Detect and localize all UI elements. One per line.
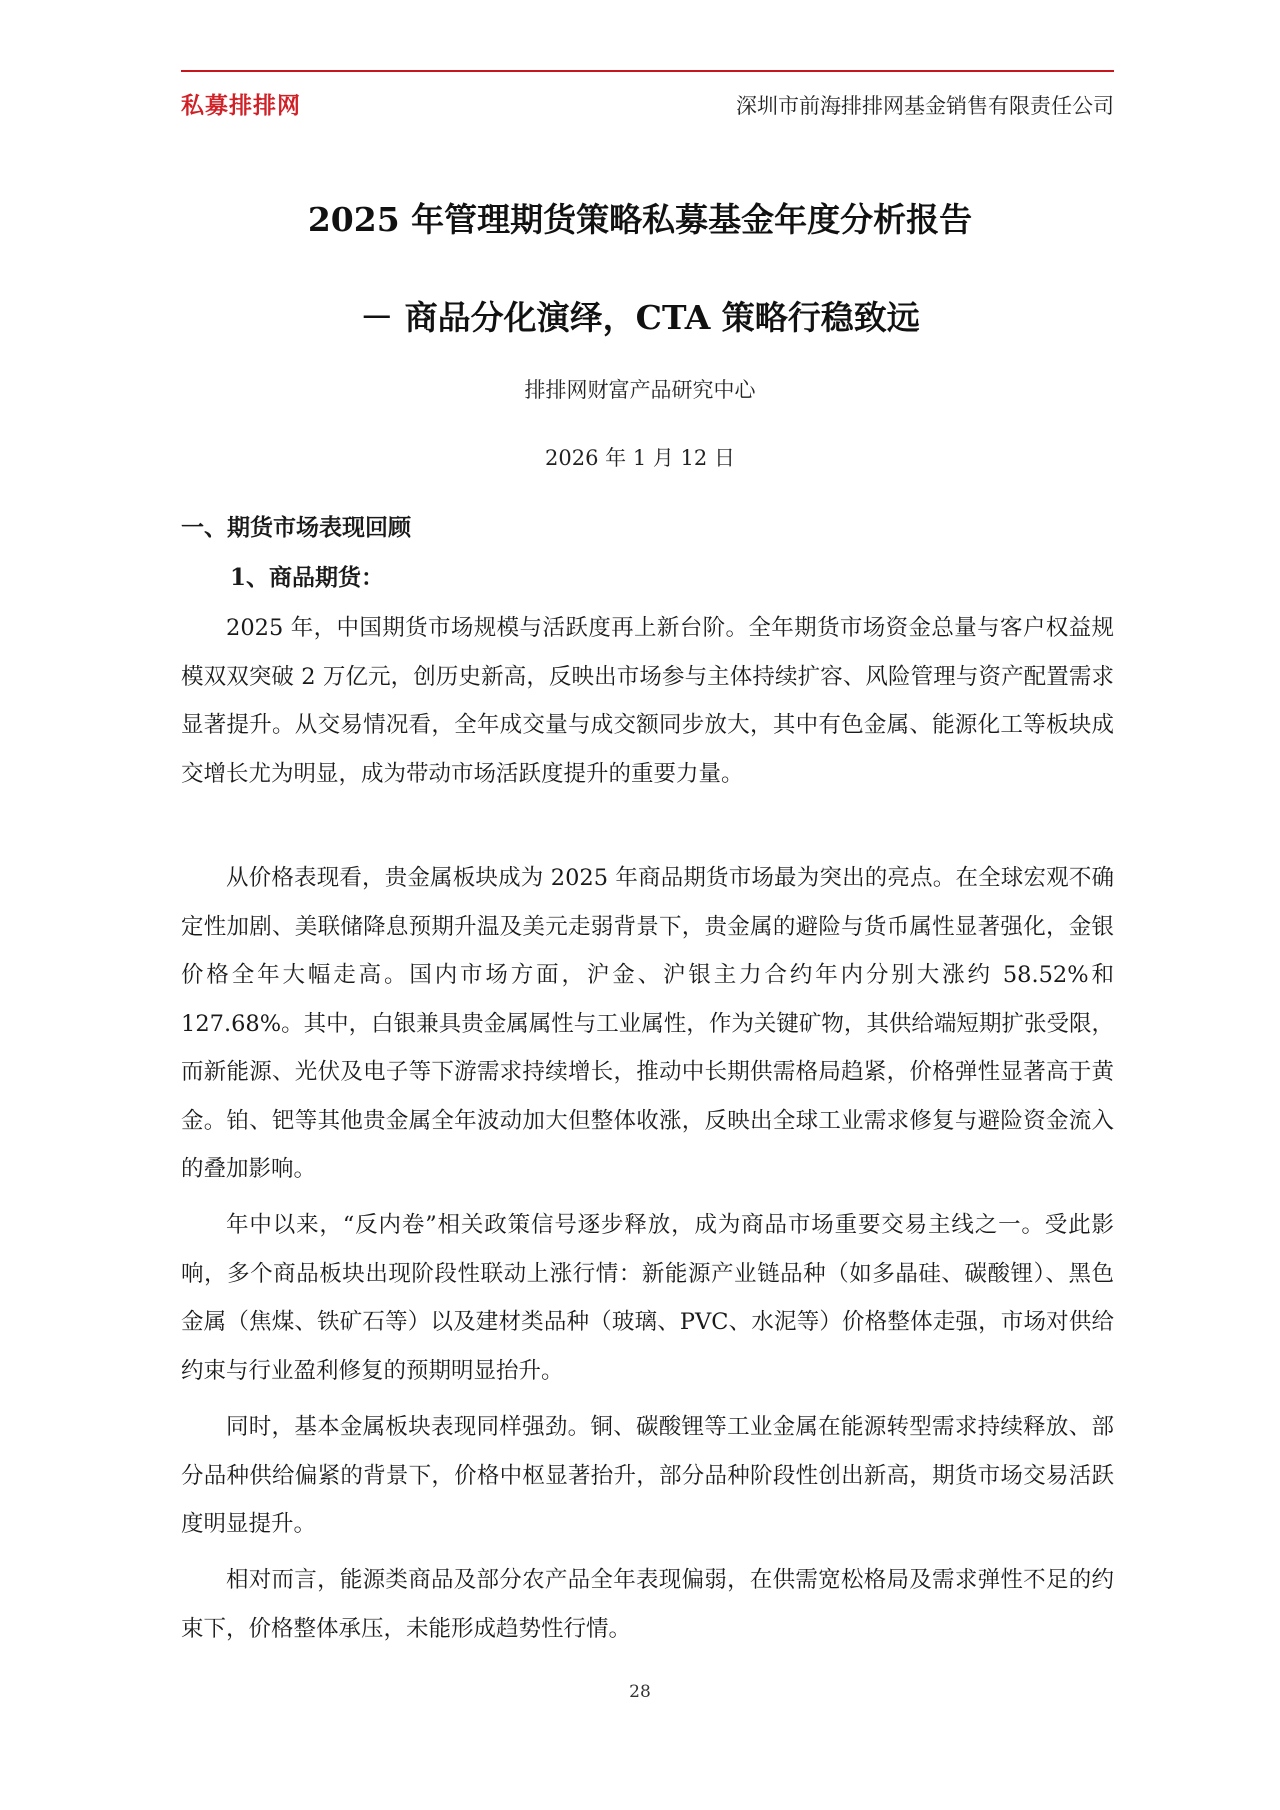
subsection-heading: 1、商品期货： <box>230 564 385 591</box>
report-author: 排排网财富产品研究中心 <box>524 378 756 402</box>
section-heading: 一、期货市场表现回顾 <box>181 514 411 541</box>
report-subtitle: － 商品分化演绎，CTA 策略行稳致远 <box>360 298 920 337</box>
brand-logo: 私募排排网 <box>181 93 301 119</box>
report-date: 2026 年 1 月 12 日 <box>545 446 735 470</box>
page-number: 28 <box>629 1682 651 1702</box>
body-paragraph: 相对而言，能源类商品及部分农产品全年表现偏弱，在供需宽松格局及需求弹性不足的约束下，价格整体承压，未能形成趋势性行情。 <box>181 1567 1114 1642</box>
body-paragraph: 从价格表现看，贵金属板块成为 2025 年商品期货市场最为突出的亮点。在全球宏观不确定性加剧、美联储降息预期升温及美元走弱背景下，贵金属的避险与货币属性显著强化，金银价格全年大幅走高。国内市场方面，沪金、沪银主力合约年内分别大涨约 58.52%和 127.68%。其中，白银兼具贵金属属性与工业属性，作为关键矿物，其供给端短期扩张受限，而新能源、光伏及电子等下游需求持续增长，推动中长期供需格局趋紧，价格弹性显著高于黄金。铂、钯等其他贵金属全年波动加大但整体收涨，反映出全球工业需求修复与避险资金流入的叠加影响。 <box>181 865 1114 1182</box>
report-title: 2025 年管理期货策略私募基金年度分析报告 <box>307 200 973 239</box>
body-paragraph: 年中以来，“反内卷”相关政策信号逐步释放，成为商品市场重要交易主线之一。受此影响，多个商品板块出现阶段性联动上涨行情：新能源产业链品种（如多晶硅、碳酸锂）、黑色金属（焦煤、铁矿石等）以及建材类品种（玻璃、PVC、水泥等）价格整体走强，市场对供给约束与行业盈利修复的预期明显抬升。 <box>181 1212 1114 1384</box>
body-paragraph: 同时，基本金属板块表现同样强劲。铜、碳酸锂等工业金属在能源转型需求持续释放、部分品种供给偏紧的背景下，价格中枢显著抬升，部分品种阶段性创出新高，期货市场交易活跃度明显提升。 <box>181 1414 1114 1537</box>
company-name: 深圳市前海排排网基金销售有限责任公司 <box>736 94 1114 118</box>
header-divider <box>181 70 1114 72</box>
body-paragraph: 2025 年，中国期货市场规模与活跃度再上新台阶。全年期货市场资金总量与客户权益规模双双突破 2 万亿元，创历史新高，反映出市场参与主体持续扩容、风险管理与资产配置需求显著提升。从交易情况看，全年成交量与成交额同步放大，其中有色金属、能源化工等板块成交增长尤为明显，成为带动市场活跃度提升的重要力量。 <box>181 615 1114 787</box>
